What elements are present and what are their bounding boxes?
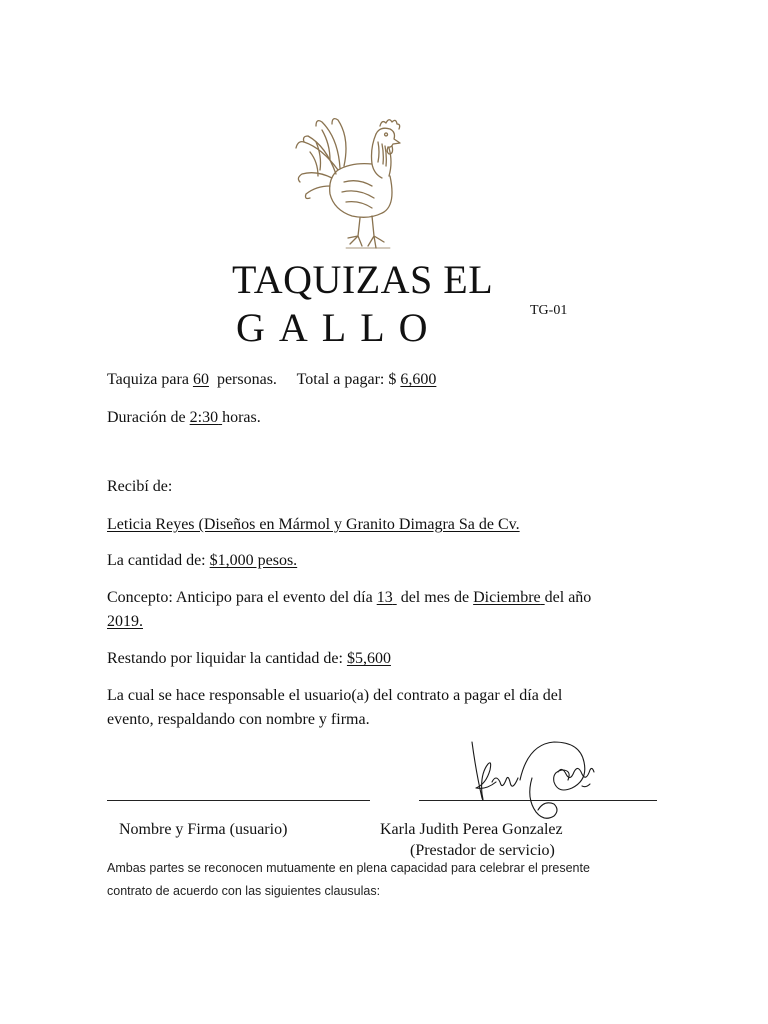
remaining-line bbox=[107, 650, 391, 668]
concept-label: Concepto: Anticipo para el evento del día bbox=[107, 589, 373, 606]
responsibility-line-1: La cual se hace responsable el usuario(a) del contrato a pagar el día del bbox=[107, 687, 563, 704]
brand-title-block bbox=[232, 256, 532, 350]
rooster-icon bbox=[296, 112, 414, 254]
clause-intro-line-2: contrato de acuerdo con las siguientes clausulas: bbox=[107, 884, 381, 898]
event-day: 13 bbox=[376, 589, 393, 606]
duration-suffix: horas. bbox=[222, 409, 261, 426]
amount-value: $1,000 pesos. bbox=[209, 552, 298, 569]
total-label: Total a pagar: $ bbox=[296, 371, 397, 388]
remaining-amount: $5,600 bbox=[346, 650, 391, 667]
taquiza-label: Taquiza para bbox=[107, 371, 189, 388]
month-label: del mes de bbox=[400, 589, 470, 606]
order-line bbox=[107, 371, 436, 389]
client-name: Leticia Reyes (Diseños en Mármol y Granito Dimagra Sa de Cv. bbox=[107, 516, 520, 533]
total-amount: 6,600 bbox=[400, 371, 437, 388]
year-line bbox=[107, 613, 143, 631]
duration-value: 2:30 bbox=[189, 409, 219, 426]
persons-suffix: personas. bbox=[216, 371, 277, 388]
brand-title-line2: GALLO bbox=[236, 305, 442, 350]
document-code: TG-01 bbox=[530, 303, 568, 318]
duration-label: Duración de bbox=[107, 409, 186, 426]
user-name-label: Nombre y Firma (usuario) bbox=[119, 821, 288, 838]
event-month: Diciembre bbox=[473, 589, 541, 606]
provider-name: Karla Judith Perea Gonzalez bbox=[380, 821, 563, 838]
provider-signature bbox=[462, 738, 612, 826]
persons-count: 60 bbox=[192, 371, 209, 388]
clause-intro-line-1: Ambas partes se reconocen mutuamente en plena capacidad para celebrar el presente bbox=[107, 861, 590, 875]
received-label: Recibí de: bbox=[107, 478, 173, 495]
amount-label: La cantidad de: bbox=[107, 552, 206, 569]
concept-line bbox=[107, 589, 591, 607]
client-line bbox=[107, 516, 520, 534]
responsibility-line-2: evento, respaldando con nombre y firma. bbox=[107, 711, 370, 728]
year-label: del año bbox=[544, 589, 592, 606]
brand-title: TAQUIZAS EL bbox=[232, 257, 494, 302]
remaining-label: Restando por liquidar la cantidad de: bbox=[107, 650, 343, 667]
event-year: 2019. bbox=[107, 613, 143, 630]
amount-line bbox=[107, 552, 297, 570]
signature-line-user bbox=[107, 800, 370, 801]
duration-line bbox=[107, 409, 261, 427]
provider-role: (Prestador de servicio) bbox=[410, 842, 555, 859]
